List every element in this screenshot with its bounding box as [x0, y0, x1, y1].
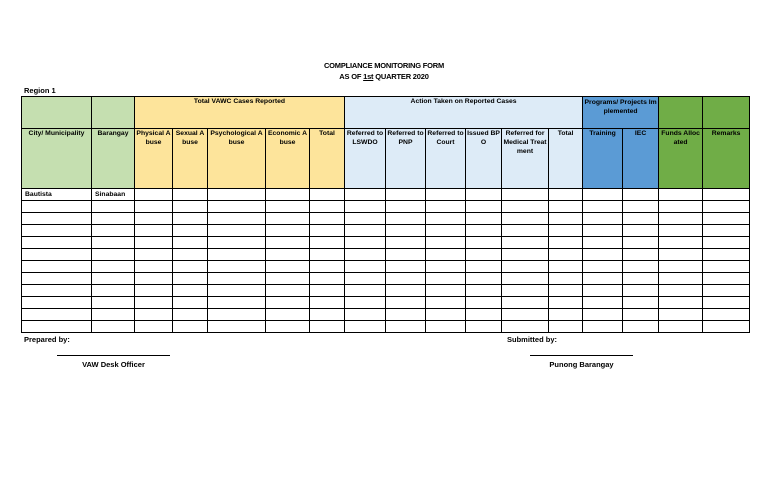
data-cell[interactable] — [426, 237, 466, 249]
data-cell[interactable] — [659, 225, 703, 237]
data-cell[interactable] — [173, 225, 208, 237]
data-cell[interactable] — [466, 273, 502, 285]
data-cell[interactable] — [549, 225, 583, 237]
data-cell[interactable] — [173, 189, 208, 201]
data-cell[interactable] — [310, 201, 345, 213]
data-cell[interactable] — [345, 297, 386, 309]
data-cell[interactable] — [310, 273, 345, 285]
data-cell[interactable] — [659, 261, 703, 273]
data-cell[interactable] — [703, 261, 750, 273]
data-cell[interactable] — [22, 261, 92, 273]
data-cell[interactable] — [135, 297, 173, 309]
data-cell[interactable] — [549, 297, 583, 309]
data-cell[interactable] — [583, 237, 623, 249]
data-cell[interactable] — [659, 201, 703, 213]
data-cell[interactable] — [173, 249, 208, 261]
data-cell[interactable] — [583, 273, 623, 285]
data-cell[interactable] — [426, 249, 466, 261]
data-cell[interactable] — [173, 309, 208, 321]
data-cell[interactable] — [92, 285, 135, 297]
data-cell[interactable] — [310, 321, 345, 333]
data-cell[interactable] — [386, 285, 426, 297]
data-cell[interactable] — [266, 297, 310, 309]
data-cell[interactable] — [426, 309, 466, 321]
data-cell[interactable] — [135, 321, 173, 333]
data-cell[interactable] — [173, 201, 208, 213]
header-spacer — [659, 97, 703, 129]
data-cell[interactable] — [22, 309, 92, 321]
data-cell[interactable] — [208, 225, 266, 237]
data-cell[interactable] — [208, 213, 266, 225]
data-cell[interactable] — [466, 297, 502, 309]
data-cell[interactable] — [623, 273, 659, 285]
data-cell[interactable] — [135, 249, 173, 261]
data-cell[interactable] — [659, 249, 703, 261]
data-cell[interactable] — [266, 249, 310, 261]
data-cell[interactable] — [386, 297, 426, 309]
header-spacer — [22, 97, 92, 129]
data-cell[interactable] — [466, 249, 502, 261]
col-funds: Funds Allocated — [659, 129, 703, 189]
data-cell[interactable] — [426, 273, 466, 285]
data-cell[interactable] — [345, 309, 386, 321]
data-cell[interactable] — [386, 321, 426, 333]
data-cell[interactable] — [266, 321, 310, 333]
data-cell[interactable] — [502, 237, 549, 249]
data-cell[interactable] — [386, 237, 426, 249]
data-cell[interactable] — [22, 285, 92, 297]
data-cell[interactable] — [345, 273, 386, 285]
data-cell[interactable] — [659, 213, 703, 225]
cell-city[interactable]: Bautista — [22, 189, 92, 201]
col-psychological: Psychological Abuse — [208, 129, 266, 189]
table-row — [22, 273, 750, 285]
data-cell[interactable] — [173, 297, 208, 309]
data-cell[interactable] — [502, 249, 549, 261]
data-cell[interactable] — [466, 213, 502, 225]
data-cell[interactable] — [466, 309, 502, 321]
data-cell[interactable] — [659, 309, 703, 321]
data-cell[interactable] — [703, 189, 750, 201]
data-cell[interactable] — [266, 189, 310, 201]
data-cell[interactable] — [208, 201, 266, 213]
data-cell[interactable] — [659, 285, 703, 297]
data-cell[interactable] — [208, 249, 266, 261]
data-cell[interactable] — [549, 285, 583, 297]
data-cell[interactable] — [583, 213, 623, 225]
col-bpo: Issued BPO — [466, 129, 502, 189]
data-cell[interactable] — [208, 237, 266, 249]
table-row — [22, 189, 750, 201]
data-cell[interactable] — [502, 201, 549, 213]
data-cell[interactable] — [623, 213, 659, 225]
data-cell[interactable] — [22, 225, 92, 237]
data-cell[interactable] — [310, 213, 345, 225]
data-cell[interactable] — [208, 189, 266, 201]
data-cell[interactable] — [22, 297, 92, 309]
table-row — [22, 285, 750, 297]
prepared-signature-line — [57, 355, 170, 356]
table-row — [22, 201, 750, 213]
data-cell[interactable] — [583, 261, 623, 273]
group-vawc-cases: Total VAWC Cases Reported — [135, 97, 345, 129]
data-cell[interactable] — [135, 261, 173, 273]
col-physical: Physical Abuse — [135, 129, 173, 189]
data-cell[interactable] — [583, 285, 623, 297]
table-row — [22, 261, 750, 273]
header-spacer — [703, 97, 750, 129]
data-cell[interactable] — [135, 213, 173, 225]
data-cell[interactable] — [135, 285, 173, 297]
data-cell[interactable] — [135, 273, 173, 285]
region-label: Region 1 — [24, 86, 56, 95]
empty-rows — [22, 201, 750, 333]
col-city: City/ Municipality — [22, 129, 92, 189]
data-cell[interactable] — [386, 309, 426, 321]
data-cell[interactable] — [345, 189, 386, 201]
data-cell[interactable] — [623, 297, 659, 309]
data-cell[interactable] — [703, 237, 750, 249]
data-cell[interactable] — [310, 249, 345, 261]
data-cell[interactable] — [502, 273, 549, 285]
data-cell[interactable] — [345, 285, 386, 297]
data-cell[interactable] — [135, 309, 173, 321]
data-cell[interactable] — [310, 309, 345, 321]
col-training: Training — [583, 129, 623, 189]
table-row — [22, 237, 750, 249]
data-cell[interactable] — [659, 273, 703, 285]
data-cell[interactable] — [92, 201, 135, 213]
group-programs: Programs/ Projects Implemented — [583, 97, 659, 129]
data-cell[interactable] — [659, 189, 703, 201]
table-row — [22, 297, 750, 309]
data-cell[interactable] — [208, 273, 266, 285]
data-cell[interactable] — [659, 237, 703, 249]
data-cell[interactable] — [310, 261, 345, 273]
data-cell[interactable] — [208, 321, 266, 333]
data-cell[interactable] — [549, 213, 583, 225]
data-cell[interactable] — [502, 225, 549, 237]
col-iec: IEC — [623, 129, 659, 189]
table-row — [22, 213, 750, 225]
data-cell[interactable] — [345, 237, 386, 249]
form-title: COMPLIANCE MONITORING FORM — [323, 61, 445, 70]
data-cell[interactable] — [92, 261, 135, 273]
data-cell[interactable] — [426, 297, 466, 309]
data-cell[interactable] — [208, 285, 266, 297]
col-total-actions: Total — [549, 129, 583, 189]
data-cell[interactable] — [623, 189, 659, 201]
data-cell[interactable] — [92, 273, 135, 285]
data-cell[interactable] — [92, 225, 135, 237]
data-cell[interactable] — [173, 237, 208, 249]
data-cell[interactable] — [623, 225, 659, 237]
data-cell[interactable] — [386, 213, 426, 225]
data-cell[interactable] — [549, 273, 583, 285]
data-cell[interactable] — [266, 285, 310, 297]
table-row — [22, 225, 750, 237]
data-cell[interactable] — [623, 321, 659, 333]
col-court: Referred to Court — [426, 129, 466, 189]
data-cell[interactable] — [549, 309, 583, 321]
data-cell[interactable] — [208, 309, 266, 321]
table-row — [22, 249, 750, 261]
data-cell[interactable] — [266, 213, 310, 225]
data-cell[interactable] — [659, 297, 703, 309]
data-cell[interactable] — [466, 189, 502, 201]
data-cell[interactable] — [345, 261, 386, 273]
data-cell[interactable] — [466, 225, 502, 237]
data-cell[interactable] — [659, 321, 703, 333]
data-cell[interactable] — [266, 201, 310, 213]
data-cell[interactable] — [386, 273, 426, 285]
vaw-officer-label: VAW Desk Officer — [82, 360, 145, 369]
data-cell[interactable] — [386, 225, 426, 237]
data-cell[interactable] — [549, 189, 583, 201]
data-cell[interactable] — [703, 309, 750, 321]
data-cell[interactable] — [426, 285, 466, 297]
data-cell[interactable] — [386, 189, 426, 201]
data-cell[interactable] — [466, 201, 502, 213]
data-cell[interactable] — [502, 213, 549, 225]
data-cell[interactable] — [466, 321, 502, 333]
data-cell[interactable] — [623, 237, 659, 249]
data-cell[interactable] — [310, 297, 345, 309]
compliance-table — [21, 96, 750, 333]
col-total-cases: Total — [310, 129, 345, 189]
data-cell[interactable] — [502, 285, 549, 297]
data-cell[interactable] — [549, 201, 583, 213]
data-cell[interactable] — [623, 309, 659, 321]
data-cell[interactable] — [703, 273, 750, 285]
data-cell[interactable] — [549, 321, 583, 333]
data-cell[interactable] — [22, 237, 92, 249]
data-cell[interactable] — [583, 249, 623, 261]
data-cell[interactable] — [623, 201, 659, 213]
data-cell[interactable] — [310, 285, 345, 297]
data-cell[interactable] — [549, 249, 583, 261]
data-cell[interactable] — [703, 321, 750, 333]
submitted-by-label: Submitted by: — [507, 335, 557, 344]
data-cell[interactable] — [173, 261, 208, 273]
data-cell[interactable] — [502, 309, 549, 321]
data-cell[interactable] — [502, 189, 549, 201]
data-cell[interactable] — [502, 297, 549, 309]
data-cell[interactable] — [502, 261, 549, 273]
col-economic: Economic Abuse — [266, 129, 310, 189]
data-cell[interactable] — [345, 201, 386, 213]
data-cell[interactable] — [386, 249, 426, 261]
data-cell[interactable] — [92, 249, 135, 261]
data-cell[interactable] — [135, 189, 173, 201]
data-cell[interactable] — [22, 321, 92, 333]
data-cell[interactable] — [173, 213, 208, 225]
col-remarks: Remarks — [703, 129, 750, 189]
data-cell[interactable] — [173, 273, 208, 285]
col-lswdo: Referred to LSWDO — [345, 129, 386, 189]
data-cell[interactable] — [623, 285, 659, 297]
data-cell[interactable] — [549, 261, 583, 273]
table-row — [22, 321, 750, 333]
data-cell[interactable] — [466, 285, 502, 297]
data-cell[interactable] — [466, 261, 502, 273]
punong-barangay-label: Punong Barangay — [549, 360, 614, 369]
data-cell[interactable] — [703, 201, 750, 213]
cell-barangay[interactable]: Sinabaan — [92, 189, 135, 201]
data-cell[interactable] — [173, 285, 208, 297]
data-cell[interactable] — [426, 213, 466, 225]
data-cell[interactable] — [583, 225, 623, 237]
data-cell[interactable] — [345, 321, 386, 333]
data-cell[interactable] — [22, 201, 92, 213]
data-cell[interactable] — [208, 297, 266, 309]
data-cell[interactable] — [266, 225, 310, 237]
data-cell[interactable] — [22, 273, 92, 285]
data-cell[interactable] — [310, 225, 345, 237]
data-cell[interactable] — [426, 261, 466, 273]
data-cell[interactable] — [92, 213, 135, 225]
data-cell[interactable] — [345, 213, 386, 225]
data-cell[interactable] — [426, 321, 466, 333]
data-cell[interactable] — [266, 309, 310, 321]
data-cell[interactable] — [583, 201, 623, 213]
data-cell[interactable] — [135, 225, 173, 237]
data-cell[interactable] — [345, 249, 386, 261]
data-cell[interactable] — [266, 237, 310, 249]
data-cell[interactable] — [426, 189, 466, 201]
data-cell[interactable] — [703, 285, 750, 297]
data-cell[interactable] — [135, 201, 173, 213]
data-cell[interactable] — [703, 297, 750, 309]
data-cell[interactable] — [703, 213, 750, 225]
data-cell[interactable] — [502, 321, 549, 333]
data-cell[interactable] — [173, 321, 208, 333]
submitted-signature-line — [530, 355, 633, 356]
data-cell[interactable] — [426, 225, 466, 237]
data-cell[interactable] — [310, 189, 345, 201]
col-pnp: Referred to PNP — [386, 129, 426, 189]
data-cell[interactable] — [703, 225, 750, 237]
table-row — [22, 309, 750, 321]
col-medical: Referred for Medical Treatment — [502, 129, 549, 189]
data-cell[interactable] — [623, 261, 659, 273]
data-cell[interactable] — [92, 237, 135, 249]
data-cell[interactable] — [549, 237, 583, 249]
data-cell[interactable] — [266, 261, 310, 273]
data-cell[interactable] — [583, 297, 623, 309]
data-cell[interactable] — [623, 249, 659, 261]
data-cell[interactable] — [208, 261, 266, 273]
col-barangay: Barangay — [92, 129, 135, 189]
data-cell[interactable] — [22, 249, 92, 261]
data-cell[interactable] — [135, 237, 173, 249]
data-cell[interactable] — [583, 321, 623, 333]
data-cell[interactable] — [92, 321, 135, 333]
header-spacer — [92, 97, 135, 129]
prepared-by-label: Prepared by: — [24, 335, 70, 344]
data-cell[interactable] — [426, 201, 466, 213]
form-subtitle: AS OF 1st QUARTER 2020 — [339, 72, 429, 81]
data-cell[interactable] — [345, 225, 386, 237]
data-cell[interactable] — [92, 309, 135, 321]
data-cell[interactable] — [703, 249, 750, 261]
data-cell[interactable] — [22, 213, 92, 225]
data-cell[interactable] — [386, 261, 426, 273]
col-sexual: Sexual Abuse — [173, 129, 208, 189]
data-cell[interactable] — [583, 309, 623, 321]
data-cell[interactable] — [310, 237, 345, 249]
data-cell[interactable] — [266, 273, 310, 285]
data-cell[interactable] — [386, 201, 426, 213]
data-cell[interactable] — [466, 237, 502, 249]
data-cell[interactable] — [583, 189, 623, 201]
data-cell[interactable] — [92, 297, 135, 309]
group-action-taken: Action Taken on Reported Cases — [345, 97, 583, 129]
